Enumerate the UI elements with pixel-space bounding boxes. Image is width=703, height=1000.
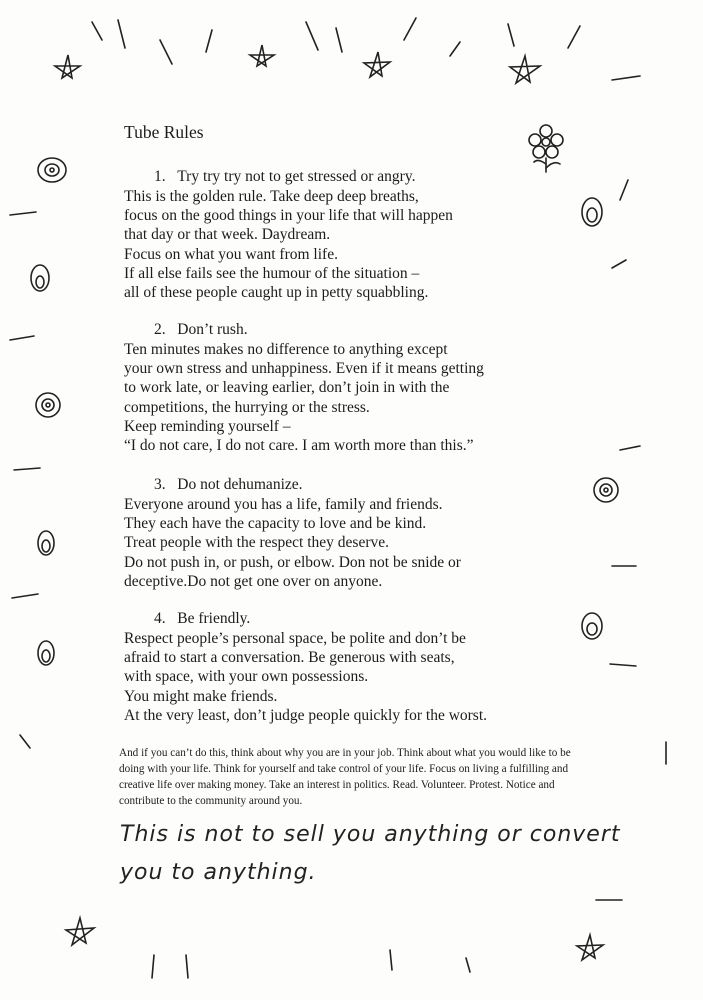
rule-number: 1. xyxy=(154,168,166,185)
dash-doodle xyxy=(160,40,172,64)
rule-line: your own stress and unhappiness. Even if it means getting xyxy=(124,360,484,378)
flower-doodle xyxy=(529,125,563,172)
dash-doodle xyxy=(404,18,416,40)
rule-3 xyxy=(124,475,524,591)
rule-heading xyxy=(124,609,524,629)
dash-doodle xyxy=(610,664,636,666)
dash-doodle xyxy=(568,26,580,48)
star-doodle xyxy=(55,55,80,78)
rule-line: all of these people caught up in petty squabbling. xyxy=(124,284,429,302)
dash-doodle xyxy=(92,22,102,40)
dash-doodle xyxy=(14,468,40,470)
dash-doodle xyxy=(620,446,640,450)
dash-doodle xyxy=(10,212,36,215)
document-title: Tube Rules xyxy=(124,122,204,142)
rule-4 xyxy=(124,609,524,725)
rule-line: Keep reminding yourself – xyxy=(124,417,291,435)
spiral-doodle xyxy=(582,198,602,226)
star-doodle xyxy=(66,918,94,945)
footer-line: doing with your life. Think for yourself and take control of your life. Focus on living a fulfilling and xyxy=(119,763,569,775)
rule-line: Respect people’s personal space, be polite and don’t be xyxy=(124,630,466,647)
dash-doodle xyxy=(20,735,30,748)
rule-line: Focus on what you want from life. xyxy=(124,245,338,263)
handwritten-note-line: you to anything. xyxy=(120,860,317,885)
spiral-doodle xyxy=(38,531,54,555)
rule-heading-text: Try try try not to get stressed or angry. xyxy=(177,168,416,185)
star-doodle xyxy=(577,935,603,960)
rule-line: You might make friends. xyxy=(124,687,278,705)
spiral-doodle xyxy=(582,613,602,639)
dash-doodle xyxy=(306,22,318,50)
rule-line: At the very least, don’t judge people quickly for the worst. xyxy=(124,706,488,724)
dash-doodle xyxy=(450,42,460,56)
spiral-doodle xyxy=(594,478,618,502)
dash-doodle xyxy=(612,76,640,80)
rule-heading-text: Do not dehumanize. xyxy=(177,476,303,493)
rule-line: to work late, or leaving earlier, don’t join in with the xyxy=(124,379,450,397)
dash-doodle xyxy=(152,955,154,978)
rule-line: “I do not care, I do not care. I am worth more than this.” xyxy=(124,437,474,455)
dash-doodle xyxy=(508,24,514,46)
rule-1 xyxy=(124,167,524,302)
rule-number: 3. xyxy=(154,476,166,493)
rule-heading-text: Be friendly. xyxy=(177,610,251,627)
star-doodle xyxy=(364,52,390,77)
rule-line: Everyone around you has a life, family and friends. xyxy=(124,496,443,513)
dash-doodle xyxy=(186,955,188,978)
spiral-doodle xyxy=(31,265,49,291)
spiral-doodle xyxy=(38,641,54,665)
rule-number: 4. xyxy=(154,610,166,627)
rule-line: with space, with your own possessions. xyxy=(124,668,369,686)
rule-line: If all else fails see the humour of the situation – xyxy=(124,264,420,282)
rule-line: that day or that week. Daydream. xyxy=(124,226,331,244)
rule-heading xyxy=(124,320,524,340)
rule-line: Ten minutes makes no difference to anything except xyxy=(124,341,448,358)
rule-heading-text: Don’t rush. xyxy=(177,321,248,338)
footer-line: creative life over making money. Take an interest in politics. Read. Volunteer. Protest. Notice and xyxy=(119,779,555,791)
footer-paragraph xyxy=(119,745,659,809)
footer-line: contribute to the community around you. xyxy=(119,795,303,807)
dash-doodle xyxy=(12,594,38,598)
dash-doodle xyxy=(390,950,392,970)
rule-line: Do not push in, or push, or elbow. Don not be snide or xyxy=(124,553,461,571)
rule-number: 2. xyxy=(154,321,166,338)
dash-doodle xyxy=(10,336,34,340)
dash-doodle xyxy=(466,958,470,972)
rule-line: focus on the good things in your life that will happen xyxy=(124,207,453,225)
dash-doodle xyxy=(206,30,212,52)
dash-doodle xyxy=(118,20,125,48)
footer-line: And if you can’t do this, think about why you are in your job. Think about what you would like to be xyxy=(119,747,571,759)
star-doodle xyxy=(250,45,274,66)
spiral-doodle xyxy=(38,158,66,182)
rule-line: This is the golden rule. Take deep deep breaths, xyxy=(124,188,419,205)
rule-2 xyxy=(124,320,524,455)
dash-doodle xyxy=(620,180,628,200)
handwritten-note-line: This is not to sell you anything or convert xyxy=(120,822,621,847)
rule-line: deceptive.Do not get one over on anyone. xyxy=(124,572,383,590)
rule-heading xyxy=(124,167,524,187)
spiral-doodle xyxy=(36,393,60,417)
rule-line: afraid to start a conversation. Be generous with seats, xyxy=(124,649,455,667)
rule-line: They each have the capacity to love and be kind. xyxy=(124,515,427,533)
rule-line: competitions, the hurrying or the stress. xyxy=(124,398,370,416)
star-doodle xyxy=(510,56,540,83)
rule-line: Treat people with the respect they deserve. xyxy=(124,534,389,552)
dash-doodle xyxy=(336,28,342,52)
dash-doodle xyxy=(612,260,626,268)
rule-heading xyxy=(124,475,524,495)
